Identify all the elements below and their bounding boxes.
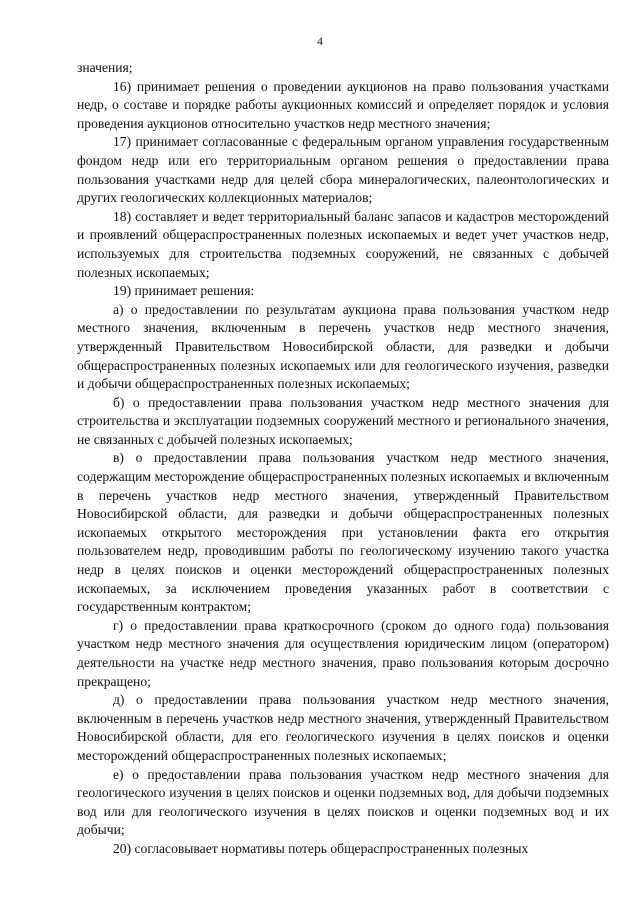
paragraph-subitem-d: д) о предоставлении права пользования участком недр местного значения, включенным в перечень участков недр местного значения, утвержденный Правительством Новосибирской области, для его геологического изучения в целях поисков и оценки месторождений общераспространенных полезных ископаемых; bbox=[77, 692, 609, 763]
document-body bbox=[77, 59, 609, 859]
paragraph-item-18: 18) составляет и ведет территориальный баланс запасов и кадастров месторождений и проявлений общераспространенных полезных ископаемых и ведет учет участков недр, используемых для строительства подземных сооружений, не связанных с добычей полезных ископаемых; bbox=[77, 208, 609, 280]
paragraph-subitem-e: е) о предоставлении права пользования участком недр местного значения для геологического изучения в целях поисков и оценки подземных вод, для добычи подземных вод или для геологического изучения в целях поисков и оценки подземных вод и их добычи; bbox=[77, 766, 609, 838]
paragraph-subitem-a: а) о предоставлении по результатам аукциона права пользования участком недр местного значения, включенным в перечень участков недр местного значения, утвержденный Правительством Новосибирской области, для разведки и добычи общераспространенных полезных ископаемых или для геологического изучения, разведки и добычи общераспространенных полезных ископаемых; bbox=[77, 301, 609, 392]
paragraph-item-16: 16) принимает решения о проведении аукционов на право пользования участками недр, о составе и порядке работы аукционных комиссий и определяет порядок и условия проведения аукционов относительно участков недр местного значения; bbox=[77, 78, 609, 131]
paragraph-item-19: 19) принимает решения: bbox=[113, 283, 255, 299]
paragraph-item-20: 20) согласовывает нормативы потерь общераспространенных полезных bbox=[113, 840, 529, 856]
paragraph-continuation: значения; bbox=[77, 60, 133, 75]
paragraph-subitem-v: в) о предоставлении права пользования участком недр местного значения, содержащим месторождение общераспространенных полезных ископаемых и включенным в перечень участков недр местного значения, утвержденный Правительством Новосибирской области, для разведки и добычи общераспространенных полезных ископаемых открытого месторождения при установлении факта его открытия пользователем недр, проводившим работы по геологическому изучению такого участка недр в целях поисков и оценки месторождений общераспространенных полезных ископаемых, за исключением проведения указанных работ в соответствии с государственным контрактом; bbox=[77, 450, 609, 615]
paragraph-item-17: 17) принимает согласованные с федеральным органом управления государственным фондом недр или его территориальным органом решения о предоставлении права пользования участками недр для целей сбора минералогических, палеонтологических и других геологических коллекционных материалов; bbox=[77, 134, 609, 206]
paragraph-subitem-b: б) о предоставлении права пользования участком недр местного значения для строительства и эксплуатации подземных сооружений местного и регионального значения, не связанных с добычей полезных ископаемых; bbox=[77, 394, 609, 447]
page-number: 4 bbox=[317, 36, 323, 48]
paragraph-subitem-g: г) о предоставлении права краткосрочного (сроком до одного года) пользования участком недр местного значения для осуществления юридическим лицом (оператором) деятельности на участке недр местного значения, право пользования которым досрочно прекращено; bbox=[77, 617, 609, 689]
